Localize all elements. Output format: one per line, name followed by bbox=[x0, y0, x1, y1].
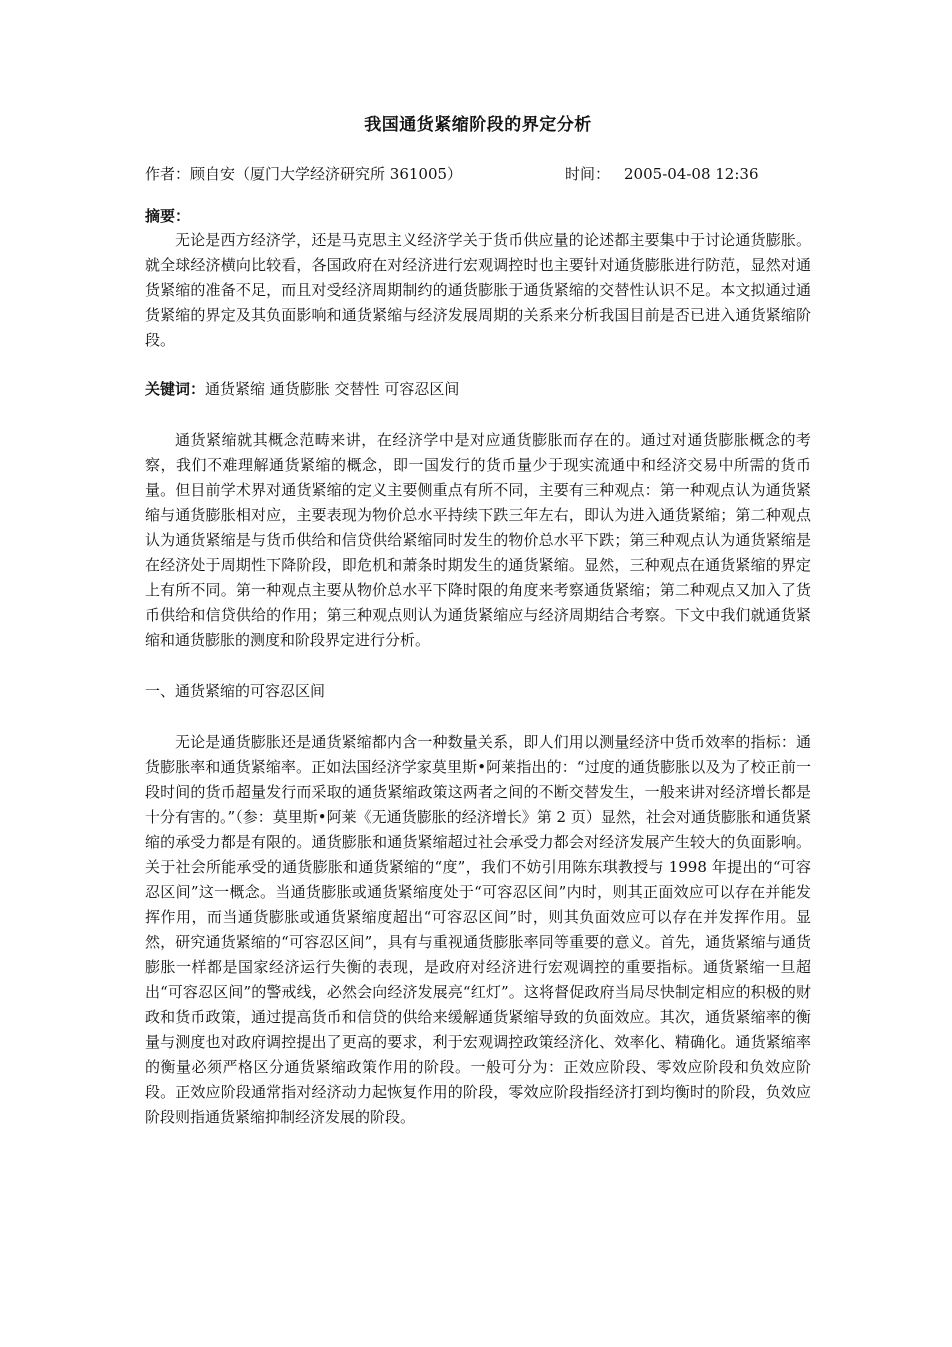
publish-time bbox=[565, 162, 759, 186]
time-label: 时间： bbox=[565, 165, 611, 183]
page-title: 我国通货紧缩阶段的界定分析 bbox=[364, 115, 592, 135]
abstract-paragraph: 无论是西方经济学，还是马克思主义经济学关于货币供应量的论述都主要集中于讨论通货膨胀。就全球经济横向比较看，各国政府在对经济进行宏观调控时也主要针对通货膨胀进行防范，显然对通货紧缩的准备不足，而且对受经济周期制约的通货膨胀于通货紧缩的交替性认识不足。本文拟通过通货紧缩的界定及其负面影响和通货紧缩与经济发展周期的关系来分析我国目前是否已进入通货紧缩阶段。 bbox=[145, 231, 811, 349]
intro-paragraph: 通货紧缩就其概念范畴来讲，在经济学中是对应通货膨胀而存在的。通过对通货膨胀概念的考察，我们不难理解通货紧缩的概念，即一国发行的货币量少于现实流通中和经济交易中所需的货币量。但目前学术界对通货紧缩的定义主要侧重点有所不同，主要有三种观点：第一种观点认为通货紧缩与通货膨胀相对应，主要表现为物价总水平持续下跌三年左右，即认为进入通货紧缩；第二种观点认为通货紧缩是与货币供给和信贷供给紧缩同时发生的物价总水平下跌；第三种观点认为通货紧缩是在经济处于周期性下降阶段，即危机和萧条时期发生的通货紧缩。显然，三种观点在通货紧缩的界定上有所不同。第一种观点主要从物价总水平下降时限的角度来考察通货紧缩；第二种观点又加入了货币供给和信贷供给的作用；第三种观点则认为通货紧缩应与经济周期结合考察。下文中我们就通货紧缩和通货膨胀的测度和阶段界定进行分析。 bbox=[145, 431, 811, 649]
keywords-text: 通货紧缩 通货膨胀 交替性 可容忍区间 bbox=[205, 380, 460, 398]
section-paragraph: 无论是通货膨胀还是通货紧缩都内含一种数量关系，即人们用以测量经济中货币效率的指标：通货膨胀率和通货紧缩率。正如法国经济学家莫里斯•阿莱指出的：“过度的通货膨胀以及为了校正前一段时间的货币超量发行而采取的通货紧缩政策这两者之间的不断交替发生，一般来讲对经济增长都是十分有害的。”（参：莫里斯•阿莱《无通货膨胀的经济增长》第 2 页）显然，社会对通货膨胀和通货紧缩的承受力都是有限的。通货膨胀和通货紧缩超过社会承受力都会对经济发展产生较大的负面影响。关于社会所能承受的通货膨胀和通货紧缩的“度”，我们不妨引用陈东琪教授与 1998 年提出的“可容忍区间”这一概念。当通货膨胀或通货紧缩度处于“可容忍区间”内时，则其正面效应可以存在并能发挥作用，而当通货膨胀或通货紧缩度超出“可容忍区间”时，则其负面效应可以存在并发挥作用。显然，研究通货紧缩的“可容忍区间”，具有与重视通货膨胀率同等重要的意义。首先，通货紧缩与通货膨胀一样都是国家经济运行失衡的表现，是政府对经济进行宏观调控的重要指标。通货紧缩一旦超出“可容忍区间”的警戒线，必然会向经济发展亮“红灯”。这将督促政府当局尽快制定相应的积极的财政和货币政策，通过提高货币和信贷的供给来缓解通货紧缩导致的负面效应。其次，通货紧缩率的衡量与测度也对政府调控提出了更高的要求，利于宏观调控政策经济化、效率化、精确化。通货紧缩率的衡量必须严格区分通货紧缩政策作用的阶段。一般可分为：正效应阶段、零效应阶段和负效应阶段。正效应阶段通常指对经济动力起恢复作用的阶段，零效应阶段指经济打到均衡时的阶段，负效应阶段则指通货紧缩抑制经济发展的阶段。 bbox=[145, 733, 811, 1126]
abstract-label: 摘要： bbox=[145, 207, 191, 225]
document-body bbox=[145, 112, 811, 1130]
author-time-line bbox=[145, 162, 811, 186]
author-info: 作者：顾自安（厦门大学经济研究所 361005） bbox=[145, 165, 463, 183]
keywords-label: 关键词： bbox=[145, 380, 206, 398]
time-value: 2005-04-08 12:36 bbox=[624, 165, 759, 183]
section-heading: 一、通货紧缩的可容忍区间 bbox=[145, 682, 326, 700]
keywords-line bbox=[145, 377, 811, 402]
